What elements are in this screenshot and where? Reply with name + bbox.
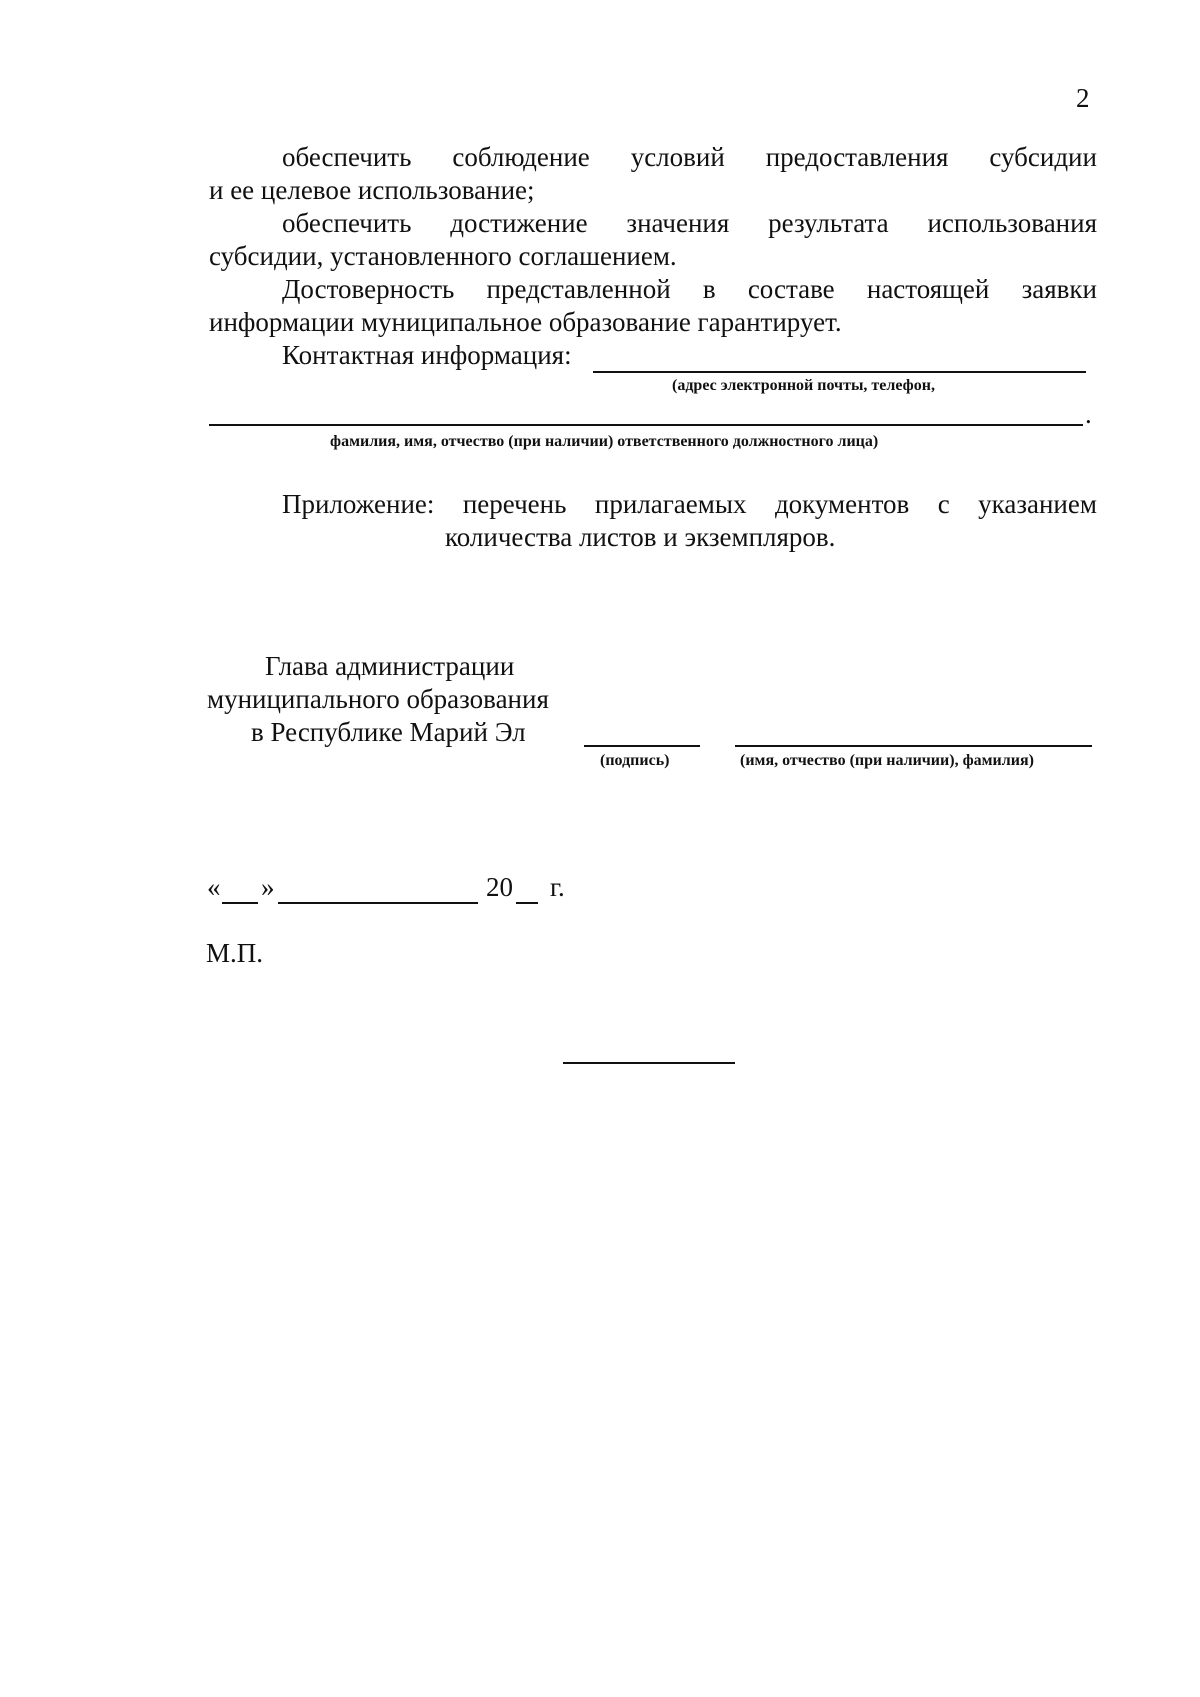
date-open-quote: « bbox=[207, 872, 221, 902]
contact-trailing-dot: . bbox=[1085, 399, 1092, 429]
paragraph-2-line-2: субсидии, установленного соглашением. bbox=[209, 241, 677, 271]
word: с bbox=[937, 489, 950, 519]
attachment-line-2: количества листов и экземпляров. bbox=[445, 522, 836, 552]
word: заявки bbox=[1021, 274, 1097, 304]
word: перечень bbox=[462, 489, 567, 519]
date-month-line bbox=[278, 902, 478, 904]
word: соблюдение bbox=[452, 142, 590, 172]
date-day-line bbox=[222, 902, 258, 904]
paragraph-1-line-2: и ее целевое использование; bbox=[209, 175, 535, 205]
date-year-line bbox=[516, 902, 538, 904]
signatory-title-line-1: Глава администрации bbox=[265, 651, 515, 681]
word: в bbox=[702, 274, 716, 304]
contact-hint-2: фамилия, имя, отчество (при наличии) ответственного должностного лица) bbox=[330, 433, 879, 450]
word: обеспечить bbox=[282, 142, 412, 172]
word: прилагаемых bbox=[594, 489, 747, 519]
date-year-prefix: 20 bbox=[486, 872, 513, 902]
contact-hint-1: (адрес электронной почты, телефон, bbox=[672, 377, 935, 394]
word: субсидии bbox=[989, 142, 1097, 172]
signatory-title-line-3: в Республике Марий Эл bbox=[251, 717, 526, 747]
contact-label: Контактная информация: bbox=[282, 340, 572, 370]
word: Достоверность bbox=[282, 274, 455, 304]
word: предоставления bbox=[765, 142, 949, 172]
date-close-quote: » bbox=[261, 872, 275, 902]
paragraph-3-line-1 bbox=[282, 273, 1097, 306]
attachment-line-1 bbox=[282, 488, 1097, 521]
word: документов bbox=[774, 489, 910, 519]
contact-input-line bbox=[593, 371, 1086, 373]
word: указанием bbox=[978, 489, 1097, 519]
paragraph-1-line-1 bbox=[282, 141, 1097, 174]
word: значения bbox=[626, 208, 730, 238]
word: настоящей bbox=[866, 274, 990, 304]
word: результата bbox=[768, 208, 889, 238]
signatory-title-line-2: муниципального образования bbox=[207, 684, 549, 714]
name-line bbox=[735, 745, 1092, 747]
end-separator-line bbox=[563, 1062, 735, 1064]
page-number: 2 bbox=[1076, 83, 1090, 113]
signature-hint: (подпись) bbox=[600, 752, 670, 769]
signature-line bbox=[584, 745, 700, 747]
paragraph-2-line-1 bbox=[282, 207, 1097, 240]
word: составе bbox=[747, 274, 835, 304]
word: условий bbox=[630, 142, 725, 172]
contact-input-line-2 bbox=[209, 424, 1083, 426]
word: представленной bbox=[486, 274, 671, 304]
stamp-place-label: М.П. bbox=[206, 938, 264, 968]
word: использования bbox=[927, 208, 1097, 238]
word: обеспечить bbox=[282, 208, 412, 238]
paragraph-3-line-2: информации муниципальное образование гарантирует. bbox=[209, 307, 842, 337]
name-hint: (имя, отчество (при наличии), фамилия) bbox=[740, 752, 1034, 769]
word: достижение bbox=[450, 208, 588, 238]
date-year-suffix: г. bbox=[550, 872, 565, 902]
attachment-label: Приложение: bbox=[282, 489, 435, 519]
